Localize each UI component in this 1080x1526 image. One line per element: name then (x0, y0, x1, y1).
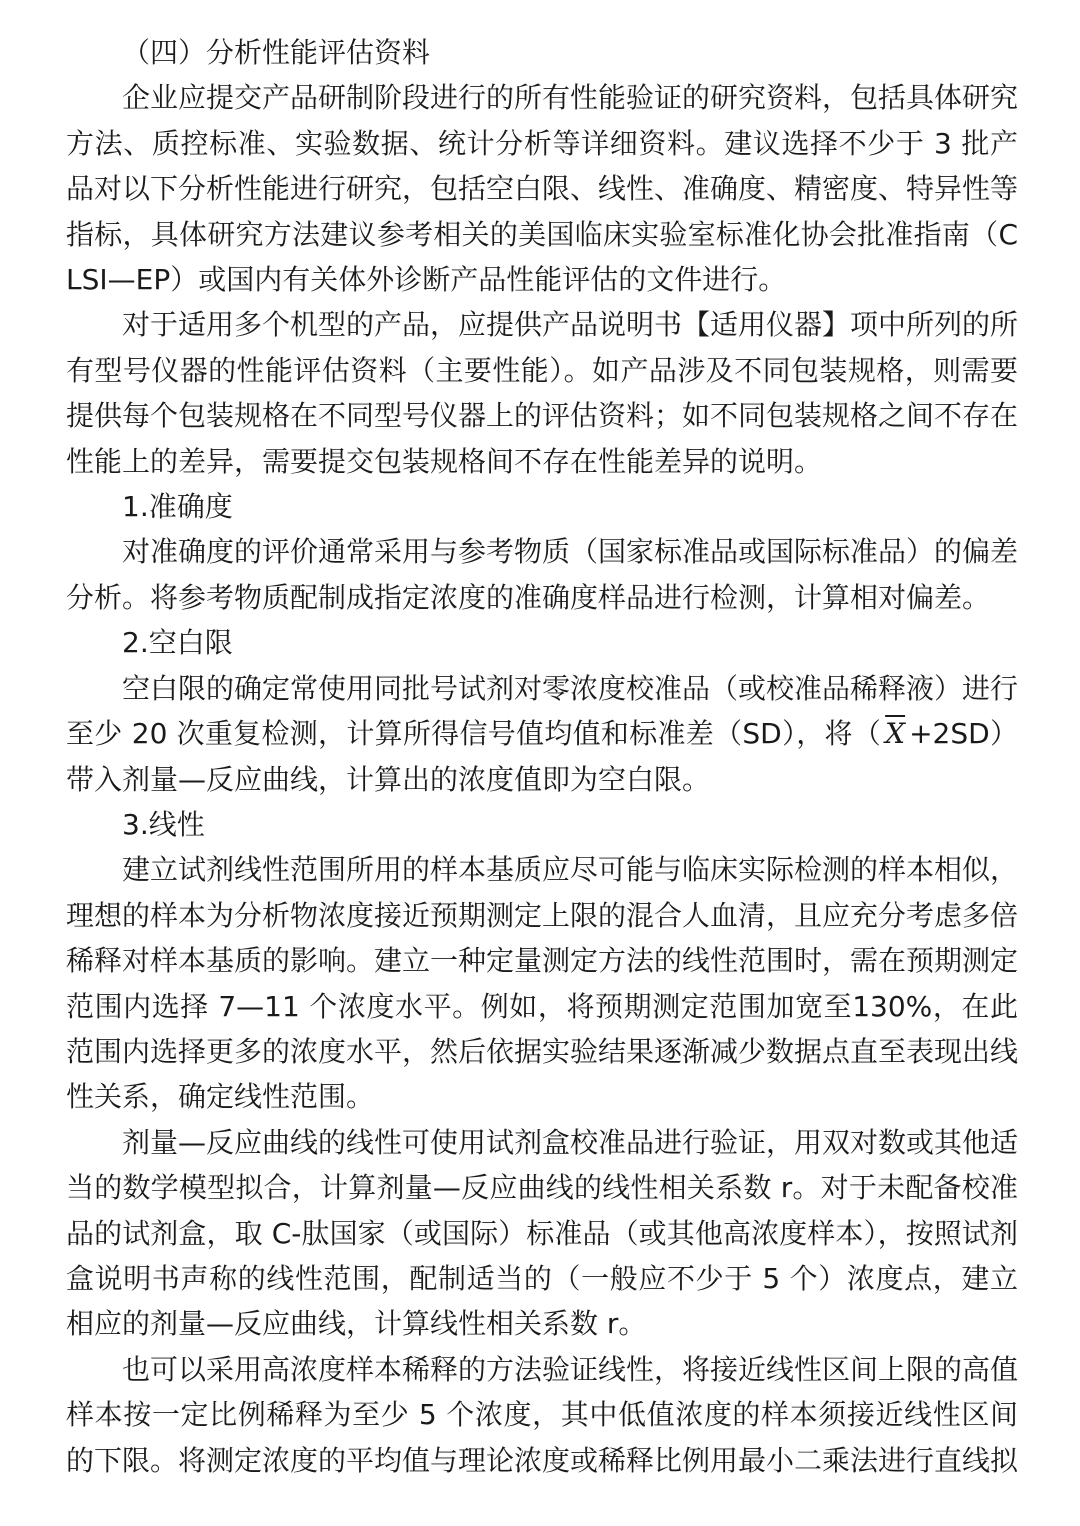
paragraph-dose-response: 剂量—反应曲线的线性可使用试剂盒校准品进行验证，用双对数或其他适当的数学模型拟合，计算剂量—反应曲线的线性相关系数 r。对于未配备校准品的试剂盒，取 C-肽国家（或国际）标准品（或其他高浓度样本），按照试剂盒说明书声称的线性范围，配制适当的（一般应不少于 5 个）浓度点，建立相应的剂量—反应曲线，计算线性相关系数 r。 (66, 1125, 1019, 1341)
blank-limit-text-after: +2SD）带入剂量—反应曲线，计算出的浓度值即为空白限。 (66, 717, 1018, 796)
mean-symbol: $\overline{X}$ (885, 717, 906, 751)
subheading-blank-limit: 2.空白限 (122, 626, 233, 660)
paragraph-accuracy: 对准确度的评价通常采用与参考物质（国家标准品或国际标准品）的偏差分析。将参考物质配制成指定浓度的准确度样品进行检测，计算相对偏差。 (66, 535, 1019, 614)
paragraph-blank-limit (66, 666, 1018, 802)
paragraph-dilution-method: 也可以采用高浓度样本稀释的方法验证线性，将接近线性区间上限的高值样本按一定比例稀释为至少 5 个浓度，其中低值浓度的样本须接近线性区间的下限。将测定浓度的平均值与理论浓度或稀释比例用最小二乘法进行直线拟 (66, 1352, 1019, 1477)
subheading-linearity: 3.线性 (122, 807, 205, 841)
section-title: （四）分析性能评估资料 (122, 36, 431, 69)
paragraph-submission-requirements: 企业应提交产品研制阶段进行的所有性能验证的研究资料，包括具体研究方法、质控标准、实验数据、统计分析等详细资料。建议选择不少于 3 批产品对以下分析性能进行研究，包括空白限、线性、准确度、精密度、特异性等指标，具体研究方法建议参考相关的美国临床实验室标准化协会批准指南（CLSI—EP）或国内有关体外诊断产品性能评估的文件进行。 (66, 81, 1019, 297)
subheading-accuracy: 1.准确度 (122, 490, 233, 524)
paragraph-multiple-instruments: 对于适用多个机型的产品，应提供产品说明书【适用仪器】项中所列的所有型号仪器的性能评估资料（主要性能）。如产品涉及不同包装规格，则需要提供每个包装规格在不同型号仪器上的评估资料；如不同包装规格之间不存在性能上的差异，需要提交包装规格间不存在性能差异的说明。 (66, 308, 1019, 478)
paragraph-linearity-range: 建立试剂线性范围所用的样本基质应尽可能与临床实际检测的样本相似，理想的样本为分析物浓度接近预期测定上限的混合人血清，且应充分考虑多倍稀释对样本基质的影响。建立一种定量测定方法的线性范围时，需在预期测定范围内选择 7—11 个浓度水平。例如，将预期测定范围加宽至130%，在此范围内选择更多的浓度水平，然后依据实验结果逐渐减少数据点直至表现出线性关系，确定线性范围。 (66, 853, 1019, 1114)
blank-limit-text-before: 空白限的确定常使用同批号试剂对零浓度校准品（或校准品稀释液）进行至少 20 次重复检测，计算所得信号值均值和标准差（SD），将（ (66, 671, 1019, 751)
